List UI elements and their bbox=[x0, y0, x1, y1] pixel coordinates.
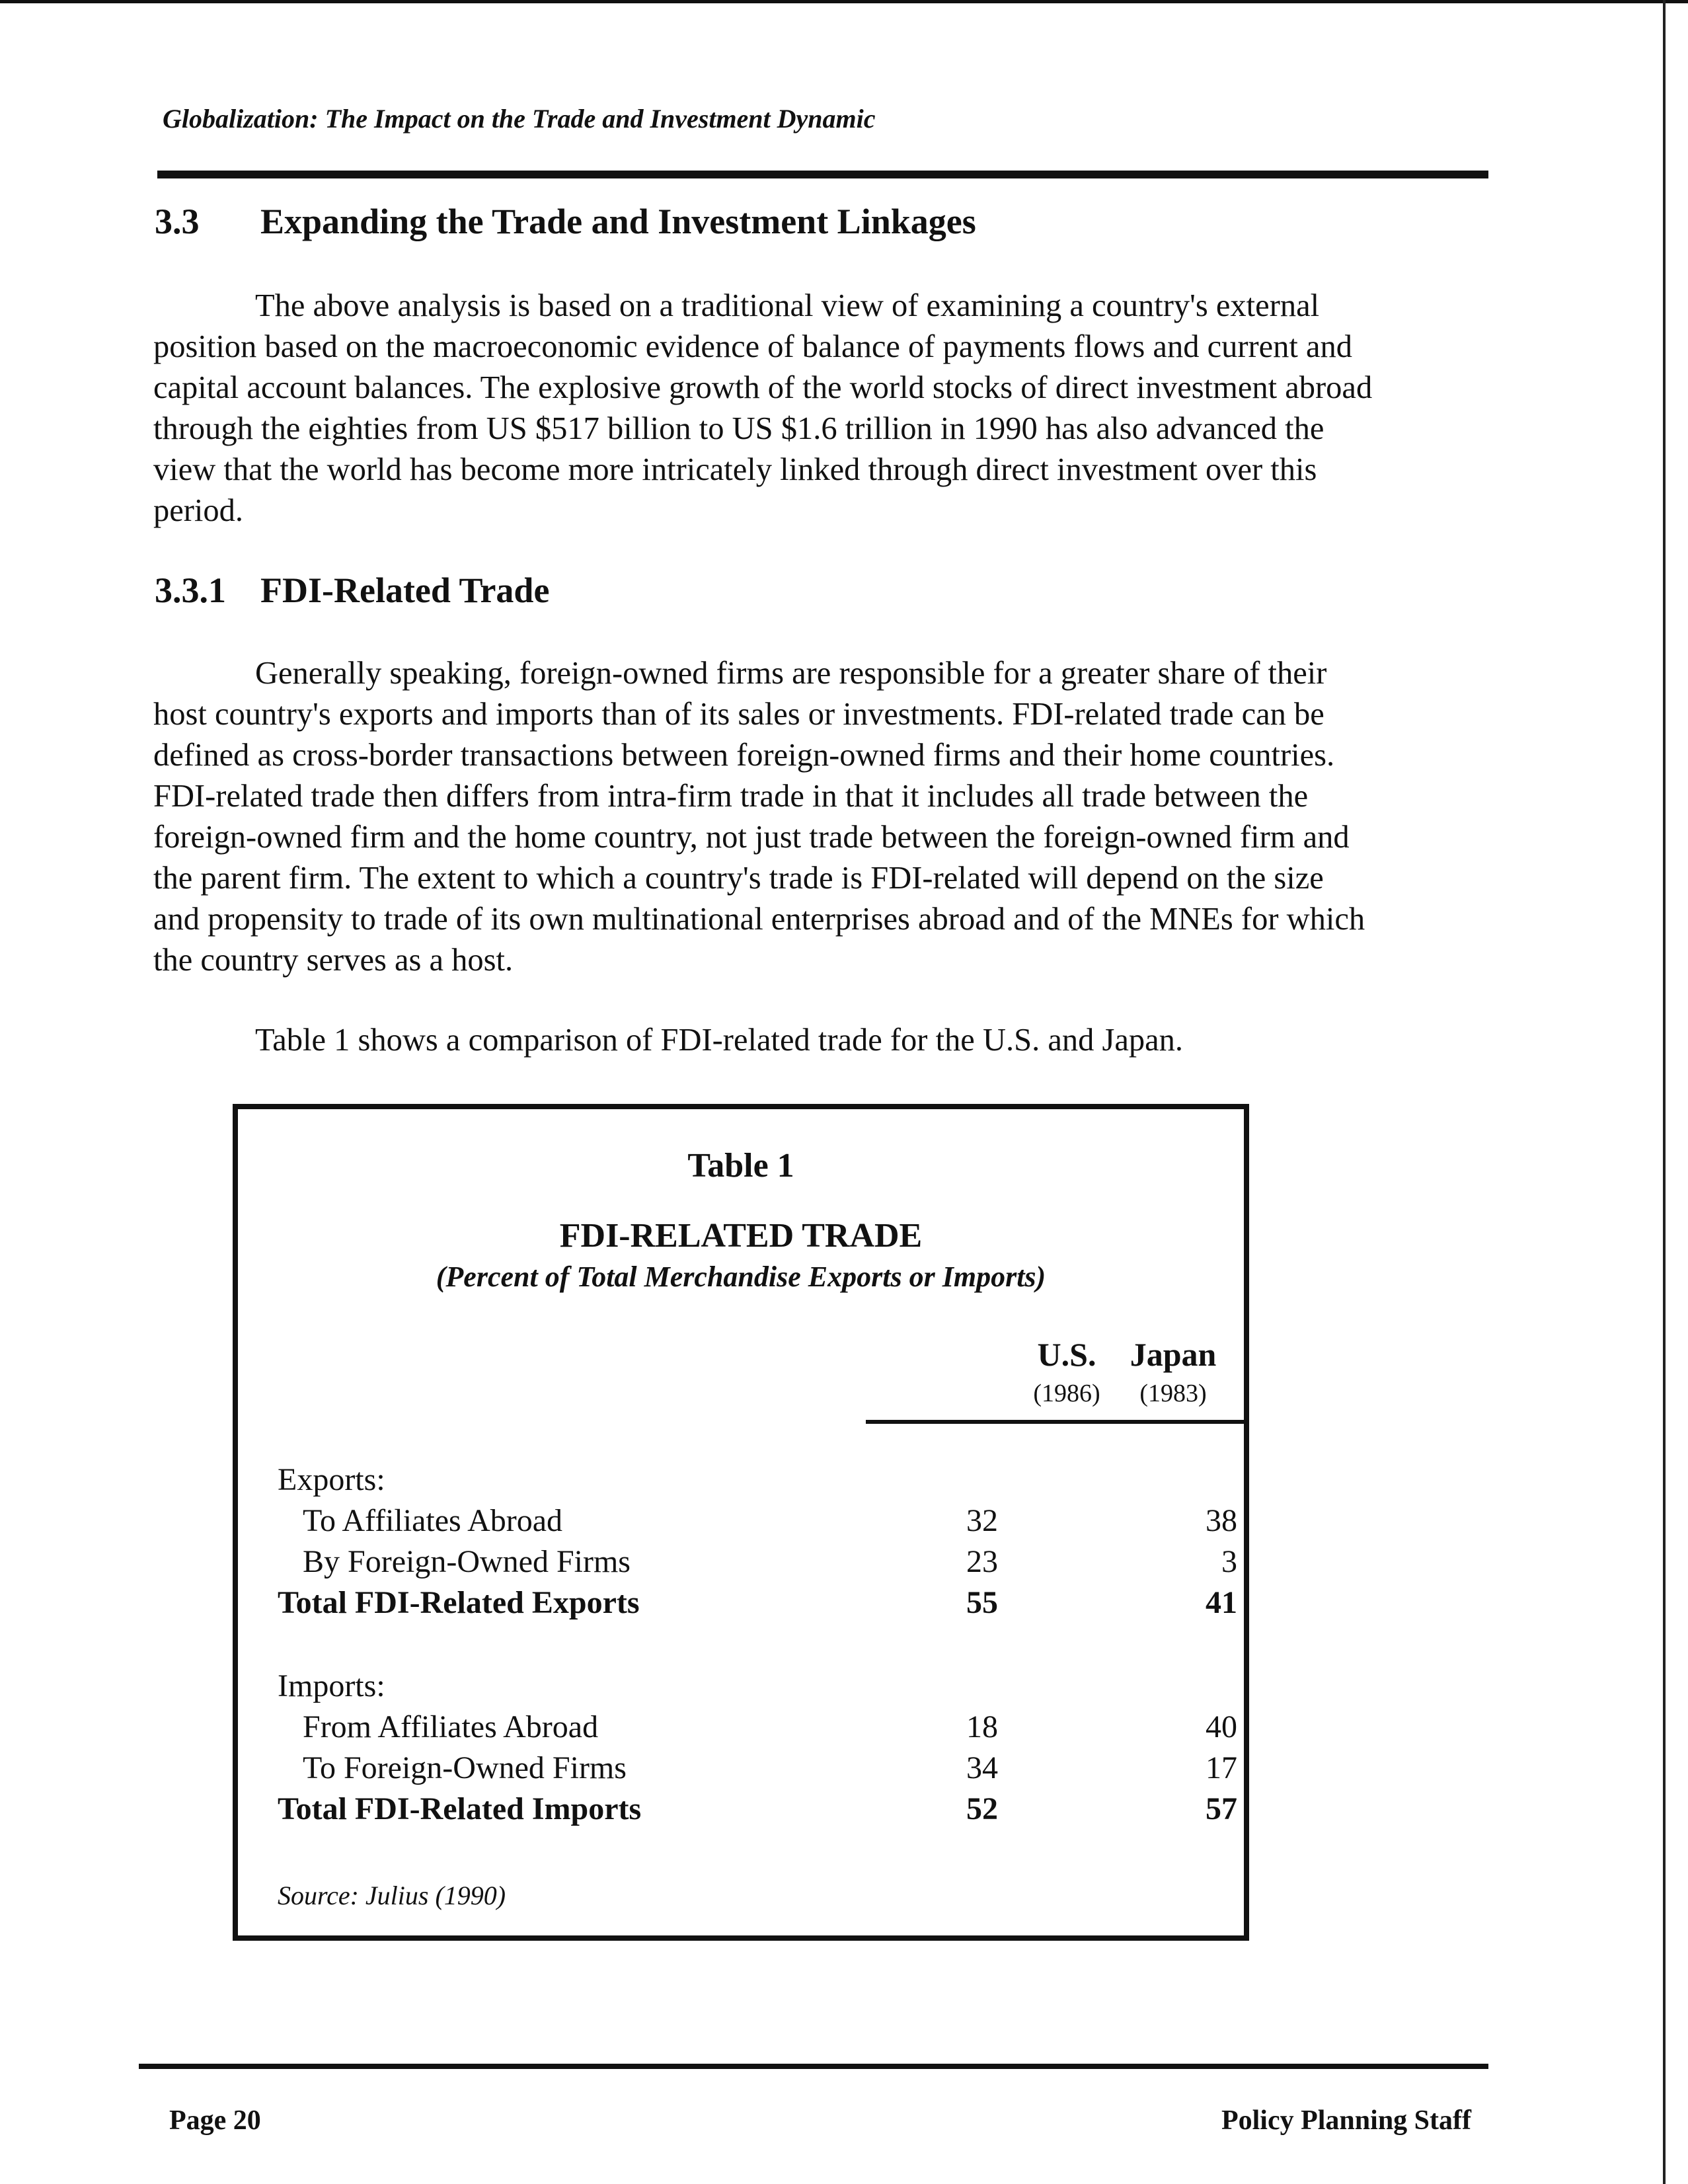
column-header-us: U.S. bbox=[1037, 1336, 1096, 1373]
paragraph-line: the country serves as a host. bbox=[153, 943, 514, 978]
section-paragraph bbox=[153, 286, 1495, 531]
paragraph-line: the parent firm. The extent to which a country's trade is FDI-related will depend on the size bbox=[153, 861, 1324, 896]
section-number: 3.3 bbox=[155, 202, 200, 241]
column-header-japan: Japan bbox=[1130, 1336, 1217, 1373]
cell-japan: 41 bbox=[1206, 1585, 1237, 1620]
cell-us: 34 bbox=[966, 1750, 998, 1785]
cell-us: 32 bbox=[966, 1503, 998, 1538]
paragraph-line: Generally speaking, foreign-owned firms are responsible for a greater share of their bbox=[255, 656, 1327, 691]
cell-japan: 40 bbox=[1206, 1709, 1237, 1744]
section-heading bbox=[155, 201, 976, 242]
cell-japan: 38 bbox=[1206, 1503, 1237, 1538]
paragraph-line: position based on the macroeconomic evidence of balance of payments flows and current and bbox=[153, 329, 1353, 364]
row-label: Total FDI-Related Imports bbox=[278, 1791, 642, 1826]
paragraph-line: period. bbox=[153, 493, 244, 528]
cell-us: 55 bbox=[966, 1585, 998, 1620]
table-row bbox=[278, 1460, 1216, 1501]
subsection-title: FDI-Related Trade bbox=[260, 570, 550, 610]
subsection-number: 3.3.1 bbox=[155, 570, 226, 610]
paragraph-line: view that the world has become more intricately linked through direct investment over this bbox=[153, 452, 1317, 487]
cell-japan: 17 bbox=[1206, 1750, 1237, 1785]
footer-organization: Policy Planning Staff bbox=[1221, 2105, 1471, 2136]
table-source: Source: Julius (1990) bbox=[278, 1881, 506, 1910]
cell-japan: 3 bbox=[1221, 1544, 1237, 1579]
paragraph-line: host country's exports and imports than of its sales or investments. FDI-related trade can be bbox=[153, 697, 1324, 732]
row-label: To Foreign-Owned Firms bbox=[303, 1750, 627, 1785]
column-year-us: (1986) bbox=[1033, 1380, 1100, 1407]
paragraph-line: and propensity to trade of its own multinational enterprises abroad and of the MNEs for which bbox=[153, 902, 1365, 937]
row-label: Total FDI-Related Exports bbox=[278, 1585, 640, 1620]
cell-japan: 57 bbox=[1206, 1791, 1237, 1826]
paragraph-line: The above analysis is based on a traditional view of examining a country's external bbox=[255, 288, 1320, 323]
table-total-row bbox=[278, 1789, 1237, 1830]
table-row bbox=[278, 1666, 1216, 1707]
table-total-row bbox=[278, 1582, 1237, 1623]
imports-heading: Imports: bbox=[278, 1668, 385, 1703]
subsection-heading bbox=[155, 570, 549, 611]
paragraph-line: defined as cross-border transactions between foreign-owned firms and their home countries. bbox=[153, 738, 1335, 773]
table-row bbox=[278, 1748, 1237, 1789]
footer-rule bbox=[139, 2064, 1488, 2069]
row-label: To Affiliates Abroad bbox=[303, 1503, 563, 1538]
page-number: Page 20 bbox=[169, 2105, 261, 2136]
section-title: Expanding the Trade and Investment Linkages bbox=[260, 202, 976, 241]
row-label: From Affiliates Abroad bbox=[303, 1709, 599, 1744]
column-year-japan: (1983) bbox=[1139, 1380, 1207, 1407]
row-label: By Foreign-Owned Firms bbox=[303, 1544, 631, 1579]
cell-us: 52 bbox=[966, 1791, 998, 1826]
page-right-edge bbox=[1663, 0, 1666, 2184]
fdi-trade-table bbox=[233, 1104, 1249, 1941]
header-rule bbox=[157, 171, 1488, 178]
page-top-edge bbox=[0, 0, 1688, 3]
table-row bbox=[278, 1541, 1237, 1582]
paragraph-line: FDI-related trade then differs from intra-firm trade in that it includes all trade between the bbox=[153, 779, 1309, 814]
cell-us: 23 bbox=[966, 1544, 998, 1579]
cell-us: 18 bbox=[966, 1709, 998, 1744]
subsection-paragraph bbox=[153, 653, 1495, 981]
table-row bbox=[278, 1501, 1237, 1541]
column-header-rule bbox=[866, 1420, 1249, 1424]
table-label: Table 1 bbox=[687, 1147, 794, 1185]
table-row bbox=[278, 1707, 1237, 1748]
table-title: FDI-RELATED TRADE bbox=[559, 1217, 923, 1255]
paragraph-line: foreign-owned firm and the home country, not just trade between the foreign-owned firm and bbox=[153, 820, 1350, 855]
paragraph-line: capital account balances. The explosive growth of the world stocks of direct investment abroad bbox=[153, 370, 1373, 405]
table-reference-sentence: Table 1 shows a comparison of FDI-related trade for the U.S. and Japan. bbox=[255, 1023, 1184, 1058]
exports-heading: Exports: bbox=[278, 1462, 385, 1497]
paragraph-line: through the eighties from US $517 billion to US $1.6 trillion in 1990 has also advanced the bbox=[153, 411, 1324, 446]
table-unit: (Percent of Total Merchandise Exports or Imports) bbox=[436, 1261, 1046, 1293]
running-header: Globalization: The Impact on the Trade and Investment Dynamic bbox=[163, 104, 876, 134]
